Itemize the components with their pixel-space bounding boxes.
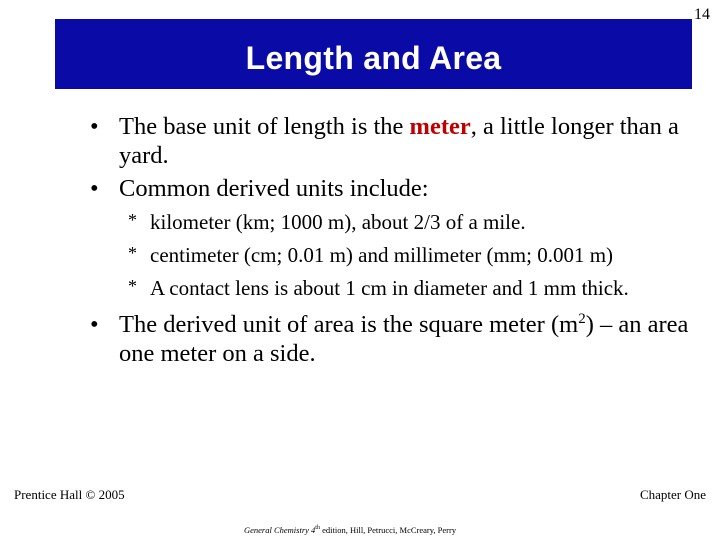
bullet-text: , a little longer than a yard. (119, 113, 679, 169)
sub-bullet-marker: * (128, 243, 137, 263)
sub-bullet-marker: * (128, 276, 137, 296)
sub-bullet-text: A contact lens is about 1 cm in diameter and 1 mm thick. (150, 276, 629, 300)
bullet-text: The base unit of length is the (119, 113, 410, 140)
bullet-marker: • (90, 175, 99, 202)
bullet-text: The derived unit of area is the square meter (m (119, 311, 579, 338)
footer-book-title: General Chemistry 4 (244, 525, 316, 535)
sub-bullet-contact-lens (128, 275, 690, 302)
bullet-area (90, 310, 690, 368)
highlighted-term: meter (409, 113, 471, 140)
slide-title: Length and Area (245, 39, 502, 76)
bullet-marker: • (90, 311, 99, 338)
footer-edition-sup: th (315, 525, 320, 532)
sub-bullet-centimeter (128, 242, 690, 269)
title-bar (55, 19, 692, 89)
slide-content (90, 112, 690, 368)
bullet-text: ) – an area one meter on a side. (119, 311, 689, 367)
superscript: 2 (578, 310, 586, 327)
footer-chapter: Chapter One (639, 487, 706, 502)
sub-bullet-text: centimeter (cm; 0.01 m) and millimeter (mm; 0.001 m) (150, 243, 614, 267)
slide-number: 14 (694, 6, 710, 23)
sub-bullet-kilometer (128, 209, 690, 236)
footer-citation (244, 525, 456, 535)
bullet-text: Common derived units include: (119, 175, 429, 202)
footer-publisher: Prentice Hall © 2005 (14, 487, 125, 502)
bullet-derived-units (90, 174, 690, 203)
sub-bullet-marker: * (128, 210, 137, 230)
bullet-marker: • (90, 113, 99, 140)
bullet-base-unit (90, 112, 690, 170)
footer-authors: edition, Hill, Petrucci, McCreary, Perry (319, 525, 457, 535)
sub-bullet-text: kilometer (km; 1000 m), about 2/3 of a mile. (150, 210, 526, 234)
